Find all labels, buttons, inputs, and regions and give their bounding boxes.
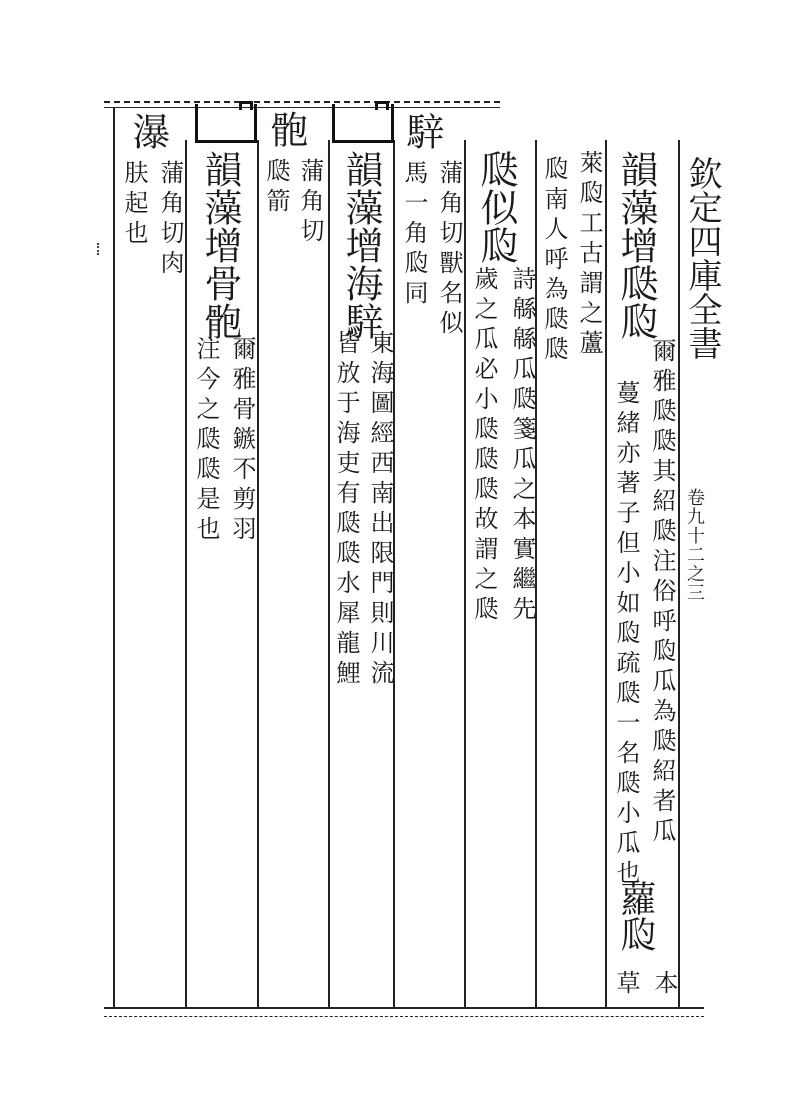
volume-label: 卷九十二之三 <box>684 488 705 602</box>
commentary-line: 瓞箭 <box>262 158 290 218</box>
column-divider <box>464 140 466 1008</box>
commentary-line: 草 <box>612 970 640 1000</box>
column-divider <box>328 140 330 1008</box>
bottom-border-dashed <box>104 1016 704 1017</box>
entry-heading: 瀑 <box>126 112 170 150</box>
commentary-line: 爾雅骨鏃不剪羽 <box>228 336 256 546</box>
header-bracket-cap <box>375 101 389 110</box>
commentary-line: 肤起也 <box>120 160 148 250</box>
bottom-border <box>104 1007 704 1009</box>
right-border-line <box>678 140 680 1008</box>
commentary-line: 東海圖經西南出限門則川流 <box>366 330 394 690</box>
commentary-line: 爾雅瓞瓞其紹瓞注俗呼瓝瓜為瓞紹者瓜 <box>648 338 676 848</box>
entry-heading: 骲 <box>264 110 308 148</box>
column-divider <box>185 140 187 1008</box>
column-divider <box>605 140 607 1008</box>
commentary-line: 瓝南人呼為瓞瓞 <box>540 156 568 366</box>
commentary-line: 蒲角切獸名似 <box>435 160 463 340</box>
commentary-line: 本 <box>650 970 678 1000</box>
commentary-line: 蒲角切肉 <box>156 160 184 280</box>
header-bracket-cap <box>239 101 253 110</box>
entry-heading: 瓞似瓝 <box>474 150 518 264</box>
entry-heading: 韻藻增瓞瓝 <box>614 150 658 340</box>
top-border-dashed <box>104 101 500 103</box>
commentary-line: 蔓緒亦著子但小如瓝疏瓞一名瓞小瓜也 <box>612 380 640 890</box>
book-title: 欽定四庫全書 <box>682 156 722 360</box>
commentary-line: 萊瓝工古謂之蘆 <box>575 150 603 360</box>
commentary-line: 蒲角切 <box>296 158 324 248</box>
entry-heading: 韻藻增海騂 <box>339 150 383 340</box>
margin-mark <box>97 243 105 255</box>
entry-heading: 蘿瓝 <box>615 880 656 952</box>
commentary-line: 詩緜緜瓜瓞箋瓜之本實繼先 <box>508 266 536 626</box>
entry-heading: 韻藻增骨骲 <box>198 150 242 340</box>
commentary-line: 皆放于海吏有瓞瓞水犀龍鯉 <box>332 330 360 690</box>
entry-heading: 騂 <box>400 112 444 150</box>
top-border <box>104 107 500 108</box>
column-divider <box>257 140 259 1008</box>
commentary-line: 馬一角瓝同 <box>400 160 428 310</box>
commentary-line: 注今之瓞瓞是也 <box>192 336 220 546</box>
commentary-line: 歲之瓜必小瓞瓞瓞故謂之瓞 <box>470 266 498 626</box>
left-border-line <box>113 107 115 1009</box>
